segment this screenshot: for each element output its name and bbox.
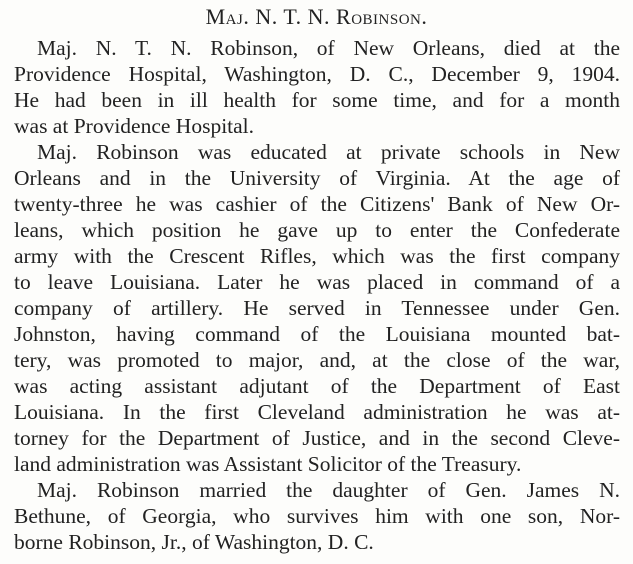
- paragraph-3-line-3: borne Robinson, Jr., of Washington, D. C.: [14, 530, 374, 554]
- paragraph-2-line-3: twenty-three he was cashier of the Citizens' Bank of New Or-: [14, 192, 620, 216]
- paragraph-3-line-1: Maj. Robinson married the daughter of Gen. James N.: [37, 478, 620, 502]
- paragraph-2-line-4: leans, which position he gave up to enter the Confederate: [14, 218, 620, 242]
- paragraph-1-line-4: was at Providence Hospital.: [14, 114, 255, 138]
- paragraph-2-line-2: Orleans and in the University of Virginia. At the age of: [14, 166, 620, 190]
- paragraph-2-line-10: was acting assistant adjutant of the Department of East: [14, 374, 620, 398]
- paragraph-1-line-1: Maj. N. T. N. Robinson, of New Orleans, died at the: [37, 36, 620, 60]
- paragraph-2-line-5: army with the Crescent Rifles, which was the first company: [14, 244, 620, 268]
- paragraph-2-line-9: tery, was promoted to major, and, at the close of the war,: [14, 348, 620, 372]
- paragraph-2-line-1: Maj. Robinson was educated at private schools in New: [37, 140, 620, 164]
- paragraph-3-line-2: Bethune, of Georgia, who survives him with one son, Nor-: [14, 504, 620, 528]
- article-title: Maj. N. T. N. Robinson.: [205, 4, 428, 29]
- paragraph-1-line-3: He had been in ill health for some time, and for a month: [14, 88, 620, 112]
- paragraph-1-line-2: Providence Hospital, Washington, D. C., December 9, 1904.: [14, 62, 620, 86]
- paragraph-2-line-6: to leave Louisiana. Later he was placed in command of a: [14, 270, 620, 294]
- paragraph-2-line-8: Johnston, having command of the Louisiana mounted bat-: [14, 322, 620, 346]
- paragraph-2-line-12: torney for the Department of Justice, and in the second Cleve-: [14, 426, 620, 450]
- paragraph-2-line-11: Louisiana. In the first Cleveland administration he was at-: [14, 400, 620, 424]
- paragraph-2-line-7: company of artillery. He served in Tennessee under Gen.: [14, 296, 620, 320]
- paragraph-2-line-13: land administration was Assistant Solicitor of the Treasury.: [14, 452, 522, 476]
